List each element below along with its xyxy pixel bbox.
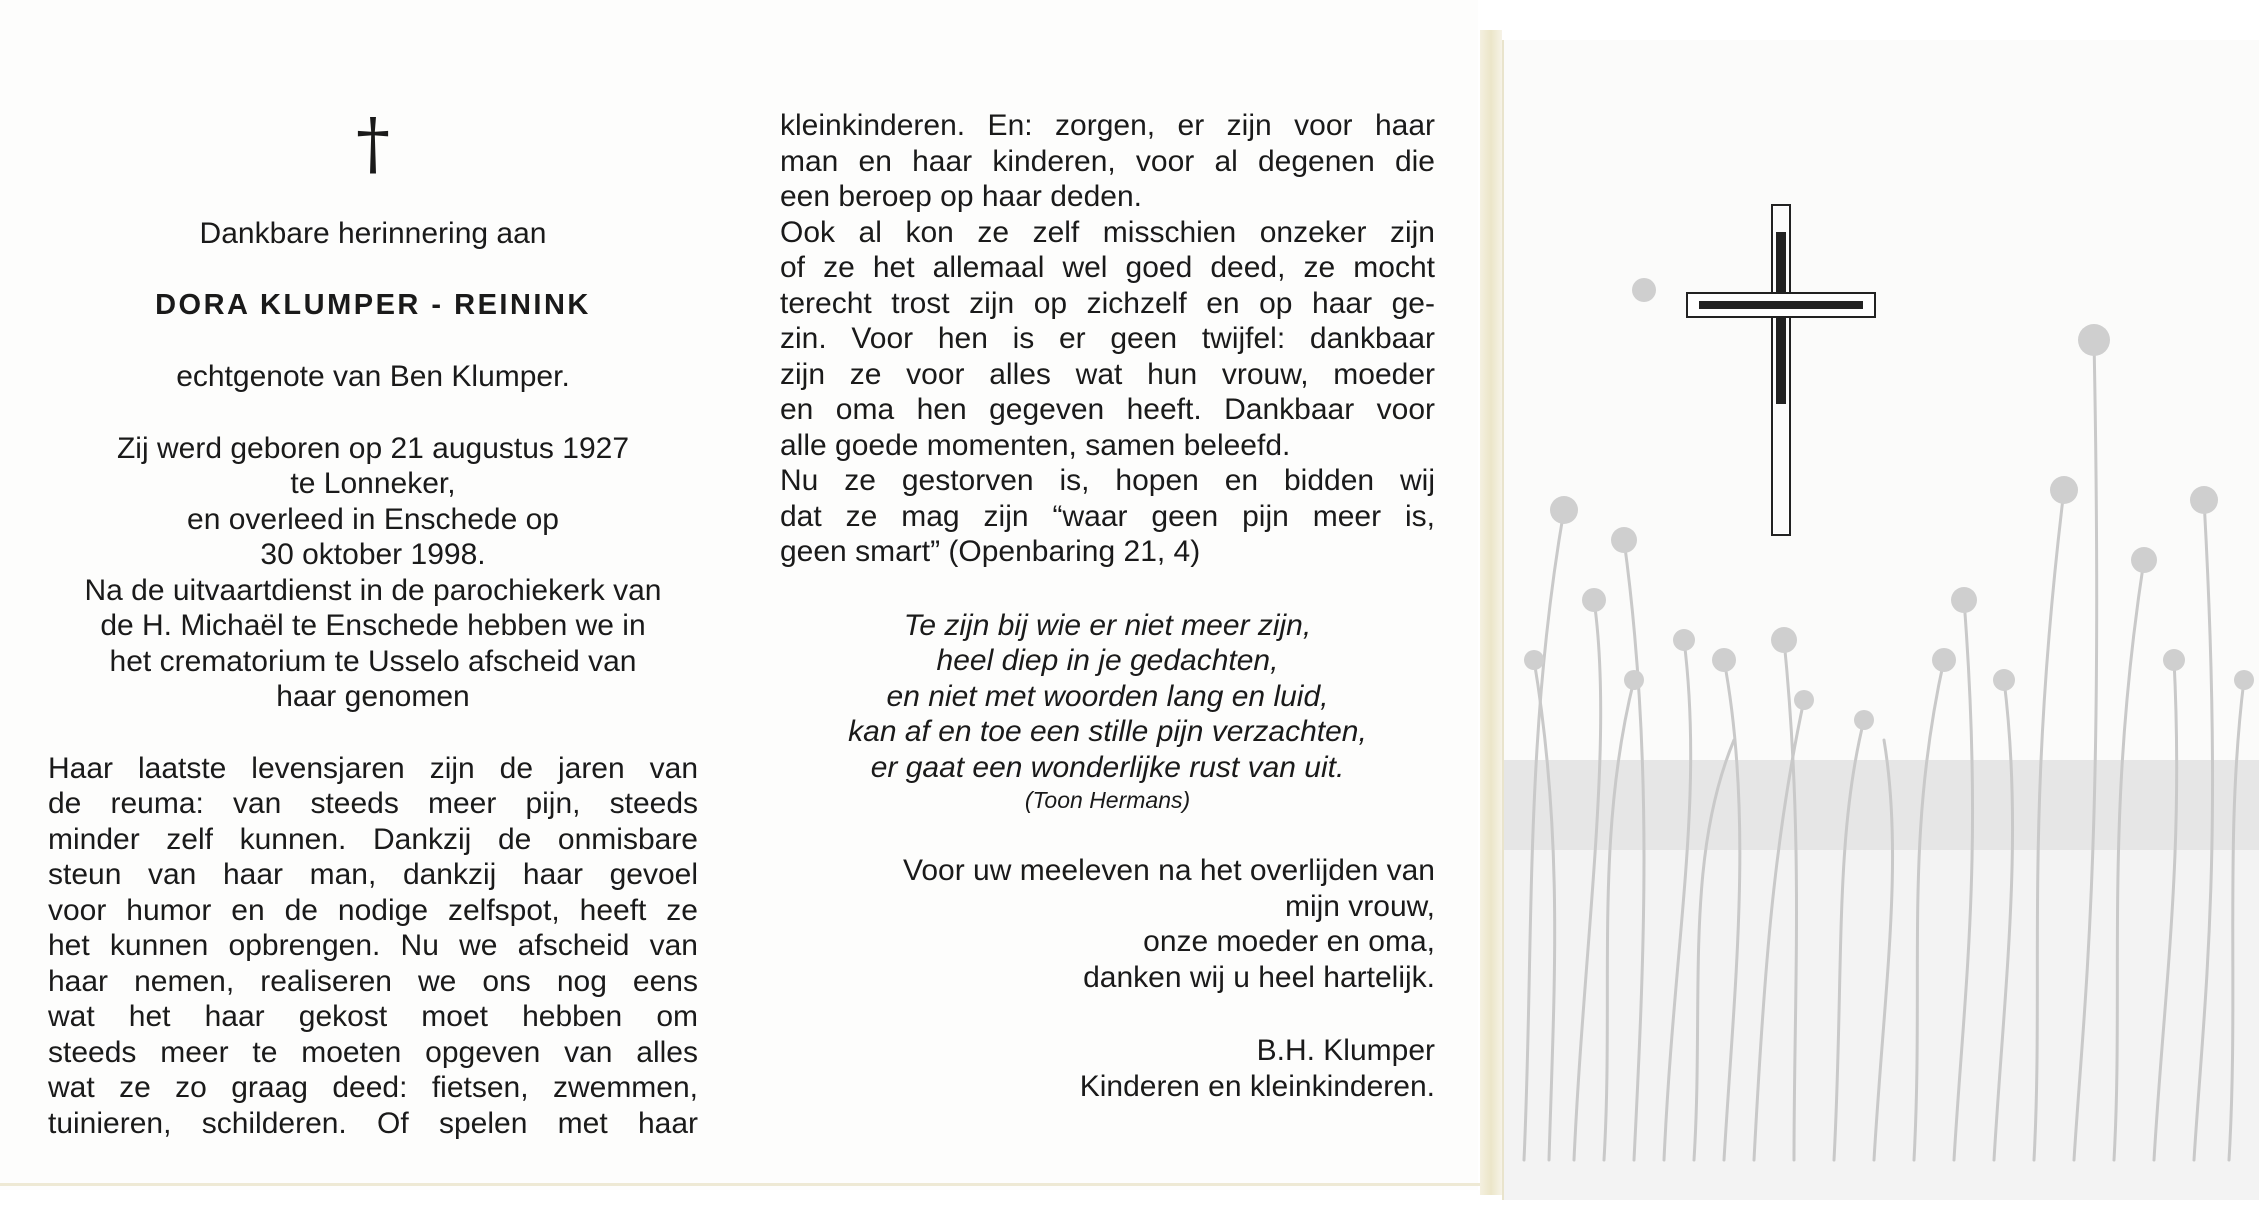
cross-icon [1687,205,1875,535]
story-line: een beroep op haar deden. [780,180,1142,213]
left-column [48,105,698,1141]
story-line: kleinkinderen. En: zorgen, er zijn voor haar [780,109,1435,142]
poem-line: heel diep in je gedachten, [936,644,1279,677]
poem-line: Te zijn bij wie er niet meer zijn, [903,608,1312,642]
story-line: zijn ze voor alles wat hun vrouw, moeder [780,357,1435,391]
thanks-line: Voor uw meeleven na het overlijden van [902,854,1435,887]
poem-line: kan af en toe een stille pijn verzachten, [848,715,1367,748]
intro-text: Dankbare herinnering aan [199,217,547,250]
poem-line: en niet met woorden lang en luid, [886,679,1329,713]
cross-symbol: † [356,105,390,184]
birth-death-block [48,431,698,715]
thanks-line: onze moeder en oma, [1143,925,1435,958]
poem-block [780,608,1435,816]
story-line: of ze het allemaal wel goed deed, ze mocht [780,251,1435,284]
story-line: minder zelf kunnen. Dankzij de onmisbare [48,822,698,856]
birth-line: en overleed in Enschede op [187,502,559,536]
story-line: voor humor en de nodige zelfspot, heeft ze [48,893,698,927]
card-fold [1480,30,1502,1195]
poem-credit: (Toon Hermans) [1024,787,1191,813]
thanks-line: mijn vrouw, [1284,889,1435,923]
story-line: tuinieren, schilderen. Of spelen met haar [48,1106,698,1140]
story-line: steeds meer te moeten opgeven van alles [48,1035,698,1069]
story-line: steun van haar man, dankzij haar gevoel [48,858,698,891]
spouse-text: echtgenote van Ben Klumper. [176,360,570,393]
birth-line: 30 oktober 1998. [260,538,486,571]
birth-line: haar genomen [276,680,470,713]
story-block-left [48,751,698,1142]
story-line: geen smart” (Openbaring 21, 4) [780,535,1201,568]
signature-line: B.H. Klumper [1256,1034,1435,1067]
story-line: Nu ze gestorven is, hopen en bidden wij [780,464,1435,497]
story-line: haar nemen, realiseren we ons nog eens [48,964,698,998]
birth-line: de H. Michaël te Enschede hebben we in [100,609,646,642]
story-line: Haar laatste levensjaren zijn de jaren van [48,751,698,785]
cover-illustration [1504,40,2259,1200]
story-line: man en haar kinderen, voor al degenen die [780,144,1435,178]
birth-line: te Lonneker, [290,467,456,500]
story-line: het kunnen opbrengen. Nu we afscheid van [48,929,698,962]
story-line: de reuma: van steeds meer pijn, steeds [48,787,698,820]
birth-line: het crematorium te Usselo afscheid van [109,644,637,678]
story-line: terecht trost zijn op zichzelf en op haar ge- [780,286,1435,320]
signature-block [780,1033,1435,1104]
story-line: Ook al kon ze zelf misschien onzeker zijn [780,215,1435,249]
poem-line: er gaat een wonderlijke rust van uit. [870,750,1345,784]
grass-flowerheads [1524,278,2254,730]
water-area [1504,850,2259,1200]
story-line: zin. Voor hen is er geen twijfel: dankbaar [780,322,1435,355]
story-line: wat het haar gekost moet hebben om [48,1000,698,1033]
story-line: en oma hen gegeven heeft. Dankbaar voor [780,393,1435,426]
deceased-name: DORA KLUMPER - REININK [155,288,591,321]
right-column [780,108,1435,1104]
signature-line: Kinderen en kleinkinderen. [1079,1069,1435,1103]
birth-line: Na de uitvaartdienst in de parochiekerk van [84,573,662,607]
story-line: alle goede momenten, samen beleefd. [780,428,1291,462]
thanks-line: danken wij u heel hartelijk. [1083,960,1435,994]
front-cover [1502,40,2259,1200]
card-bottom-edge [0,1183,1480,1186]
story-line: dat ze mag zijn “waar geen pijn meer is, [780,499,1435,533]
story-line: wat ze zo graag deed: fietsen, zwemmen, [48,1071,698,1104]
story-block-right [780,108,1435,570]
thanks-block [780,853,1435,995]
birth-line: Zij werd geboren op 21 augustus 1927 [116,431,630,465]
